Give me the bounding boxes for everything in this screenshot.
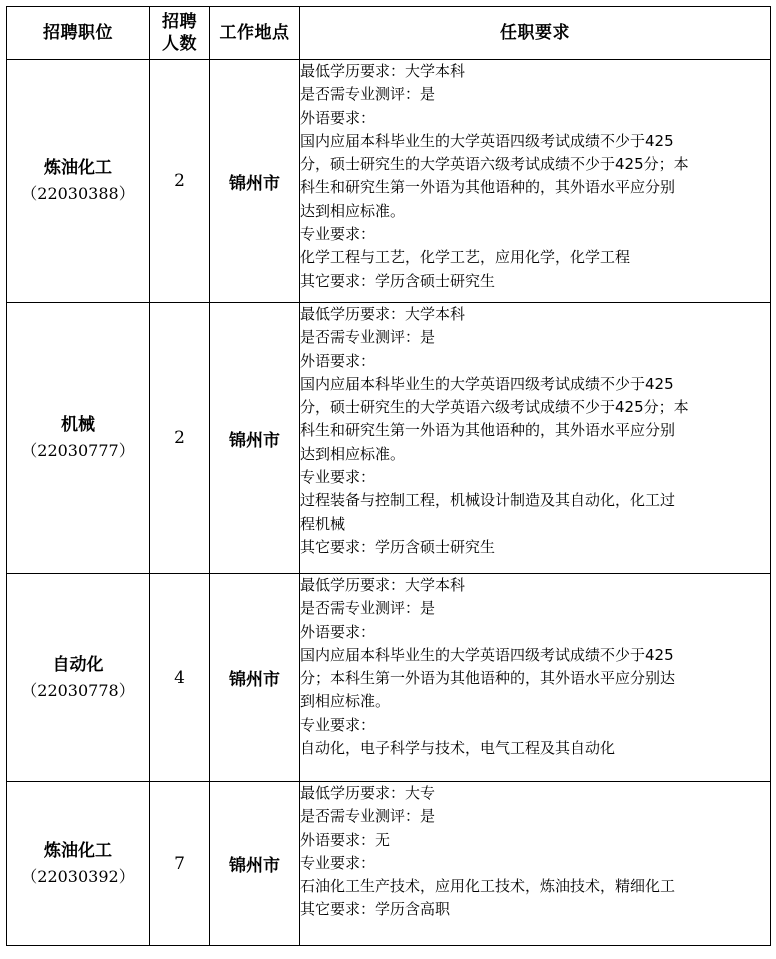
- count-cell: 4: [150, 574, 210, 782]
- position-cell: [7, 303, 150, 574]
- table-row: [7, 303, 771, 574]
- position-name: 炼油化工: [44, 158, 112, 178]
- location-cell: 锦州市: [210, 782, 300, 946]
- requirement-line: 分，硕士研究生的大学英语六级考试成绩不少于425分；本: [300, 398, 689, 417]
- requirement-line: 是否需专业测评：是: [300, 807, 436, 826]
- recruitment-table: [6, 6, 771, 946]
- location-cell: 锦州市: [210, 60, 300, 303]
- requirement-line: 程机械: [300, 514, 346, 533]
- requirement-line: 国内应届本科毕业生的大学英语四级考试成绩不少于425: [300, 131, 674, 150]
- requirement-line: 化学工程与工艺，化学工艺，应用化学，化学工程: [300, 248, 631, 267]
- table-row: [7, 782, 771, 946]
- requirements-cell: [300, 782, 771, 946]
- requirement-line: 科生和研究生第一外语为其他语种的，其外语水平应分别: [300, 421, 676, 440]
- location-cell: 锦州市: [210, 303, 300, 574]
- requirement-line: 外语要求：: [300, 108, 376, 127]
- requirement-line: 其它要求：学历含硕士研究生: [300, 271, 496, 290]
- count-cell: 2: [150, 303, 210, 574]
- position-name: 自动化: [52, 654, 104, 675]
- requirement-line: 专业要求：: [300, 468, 376, 487]
- requirement-line: 到相应标准。: [300, 692, 391, 711]
- position-code: （22030388）: [21, 184, 135, 203]
- requirement-line: 分；本科生第一外语为其他语种的，其外语水平应分别达: [300, 669, 676, 688]
- requirement-line: 其它要求：学历含硕士研究生: [300, 537, 496, 556]
- requirement-line: 石油化工生产技术，应用化工技术，炼油技术，精细化工: [300, 877, 676, 896]
- requirement-line: 是否需专业测评：是: [300, 85, 436, 104]
- requirement-line: 是否需专业测评：是: [300, 599, 436, 618]
- position-cell: [7, 782, 150, 946]
- position-code: （22030778）: [21, 680, 135, 700]
- requirement-line: 国内应届本科毕业生的大学英语四级考试成绩不少于425: [300, 645, 674, 664]
- requirement-line: 是否需专业测评：是: [300, 328, 436, 347]
- header-count: [150, 7, 210, 60]
- count-cell: 7: [150, 782, 210, 946]
- requirement-line: 达到相应标准。: [300, 444, 406, 463]
- requirement-line: 最低学历要求：大专: [300, 784, 436, 802]
- header-position: 招聘职位: [7, 7, 150, 60]
- requirements-cell: [300, 303, 771, 574]
- requirement-line: 其它要求：学历含高职: [300, 900, 451, 919]
- requirement-line: 过程装备与控制工程，机械设计制造及其自动化，化工过: [300, 491, 676, 510]
- header-requirements: 任职要求: [300, 7, 771, 60]
- position-code: （22030777）: [21, 441, 135, 460]
- location-cell: 锦州市: [210, 574, 300, 782]
- requirement-line: 外语要求：: [300, 351, 376, 370]
- requirement-line: 分，硕士研究生的大学英语六级考试成绩不少于425分；本: [300, 155, 689, 174]
- requirement-line: 外语要求：无: [300, 830, 391, 849]
- requirement-line: 达到相应标准。: [300, 201, 406, 220]
- position-name: 炼油化工: [44, 840, 112, 861]
- requirement-line: 专业要求：: [300, 853, 376, 872]
- requirement-line: 专业要求：: [300, 715, 376, 734]
- requirement-line: 专业要求：: [300, 225, 376, 244]
- requirements-cell: [300, 574, 771, 782]
- requirement-line: 科生和研究生第一外语为其他语种的，其外语水平应分别: [300, 178, 676, 197]
- requirement-line: 最低学历要求：大学本科: [300, 62, 466, 80]
- requirement-line: 外语要求：: [300, 622, 376, 641]
- requirement-line: 国内应届本科毕业生的大学英语四级考试成绩不少于425: [300, 374, 674, 393]
- requirement-line: 最低学历要求：大学本科: [300, 576, 466, 594]
- position-cell: [7, 60, 150, 303]
- position-code: （22030392）: [21, 866, 135, 886]
- requirement-line: 最低学历要求：大学本科: [300, 305, 466, 323]
- header-location: 工作地点: [210, 7, 300, 60]
- position-cell: [7, 574, 150, 782]
- header-row: [7, 7, 771, 60]
- requirements-cell: [300, 60, 771, 303]
- position-name: 机械: [61, 415, 95, 435]
- header-count-line1: 招聘: [162, 12, 197, 32]
- header-count-line2: 人数: [162, 34, 197, 54]
- table-row: [7, 60, 771, 303]
- table-row: [7, 574, 771, 782]
- requirement-line: 自动化，电子科学与技术，电气工程及其自动化: [300, 739, 616, 758]
- count-cell: 2: [150, 60, 210, 303]
